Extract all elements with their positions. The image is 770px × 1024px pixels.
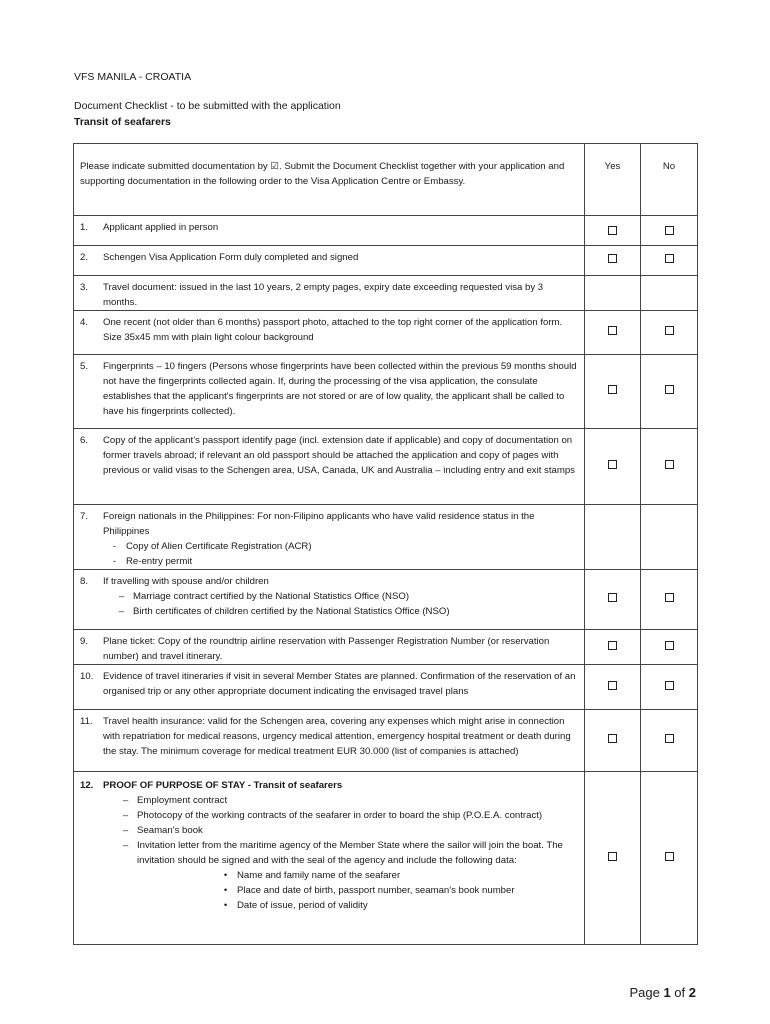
sub-item: Birth certificates of children certified by the National Statistics Office (NSO) (133, 606, 450, 617)
item-text: Travel document: issued in the last 10 years, 2 empty pages, expiry date exceeding requested visa by 3 months. (103, 282, 544, 308)
item-text: Fingerprints – 10 fingers (Persons whose fingerprints have been collected within the previous 59 months should not have the fingerprints collected again. If, during the processing of the visa application, the consulate establishes that the applicant's fingerprints are not stored or are of low quality, the applicant shall be called to have his fingerprints collected). (103, 361, 577, 417)
table-row: 3. Travel document: issued in the last 10 years, 2 empty pages, expiry date exceeding requested visa by 3 months. (74, 276, 698, 311)
table-row: 7. Foreign nationals in the Philippines: For non-Filipino applicants who have valid residence status in the Philippines - Copy of Alien Certificate Registration (ACR) - Re-entry permit (74, 505, 698, 570)
sub-item: Marriage contract certified by the National Statistics Office (NSO) (133, 591, 410, 602)
sub-item: Seaman's book (137, 825, 203, 836)
col-no: No (641, 144, 698, 216)
yes-checkbox[interactable] (608, 254, 617, 263)
sub-item: Re-entry permit (126, 556, 193, 567)
page-number: Page 1 of 2 (629, 985, 696, 1000)
yes-checkbox[interactable] (608, 460, 617, 469)
table-row: 6. Copy of the applicant’s passport identify page (incl. extension date if applicable) and copy of documentation on former travels abroad; if relevant an old passport should be attached the application and copy of pages with previous or valid visas to the Schengen area, USA, Canada, UK and Australia – including entry and exit stamps (74, 429, 698, 505)
item-text: Applicant applied in person (103, 222, 219, 233)
table-row: 11. Travel health insurance: valid for the Schengen area, covering any expenses which might arise in connection with repatriation for medical reasons, urgency medical attention, emergency hospital treatment or death during the stay. The minimum coverage for medical treatment EUR 30.000 (list of companies is attached) (74, 710, 698, 772)
checklist-table (73, 143, 698, 945)
yes-checkbox[interactable] (608, 852, 617, 861)
no-checkbox[interactable] (665, 593, 674, 602)
sub-item: Photocopy of the working contracts of the seafarer in order to board the ship (P.O.E.A. contract) (137, 810, 543, 821)
yes-checkbox[interactable] (608, 326, 617, 335)
intro-text: Please indicate submitted documentation by ☑. Submit the Document Checklist together with your application and supporting documentation in the following order to the Visa Application Centre or Embassy. (80, 161, 565, 187)
no-checkbox[interactable] (665, 734, 674, 743)
sub-item: Employment contract (137, 795, 228, 806)
no-checkbox[interactable] (665, 226, 674, 235)
item-text: If travelling with spouse and/or children (103, 576, 269, 587)
item-text: Travel health insurance: valid for the Schengen area, covering any expenses which might arise in connection with repatriation for medical reasons, urgency medical attention, emergency hospital treatment or death during the stay. The minimum coverage for medical treatment EUR 30.000 (list of companies is attached) (103, 716, 571, 757)
yes-checkbox[interactable] (608, 681, 617, 690)
no-checkbox[interactable] (665, 641, 674, 650)
table-row: 12. PROOF OF PURPOSE OF STAY - Transit of seafarers – Employment contract – Photocopy of the working contracts of the seafarer in order to board the ship (P.O.E.A. contract) – Seaman's book – Invitation letter from the maritime agency of the Member State where the sailor will join the boat. The invitation should be signed and with the seal of the agency and include the following data: • Name and family name of the seafarer • Place and date of birth, passport number, seaman's book number • Date of issue, period of validity (74, 772, 698, 945)
no-checkbox[interactable] (665, 460, 674, 469)
table-row: 4. One recent (not older than 6 months) passport photo, attached to the top right corner of the application form. Size 35x45 mm with plain light colour background (74, 311, 698, 355)
no-checkbox[interactable] (665, 326, 674, 335)
col-yes: Yes (585, 144, 641, 216)
no-checkbox[interactable] (665, 385, 674, 394)
item-text: One recent (not older than 6 months) passport photo, attached to the top right corner of the application form. Size 35x45 mm with plain light colour background (103, 317, 563, 343)
intro-cell (74, 144, 585, 216)
yes-checkbox[interactable] (608, 385, 617, 394)
item-text: Evidence of travel itineraries if visit in several Member States are planned. Confirmation of the reservation of an organised trip or any other appropriate document indicating the envisaged travel plans (103, 671, 576, 697)
header-agency: VFS MANILA - CROATIA (74, 71, 192, 83)
no-checkbox[interactable] (665, 254, 674, 263)
table-row: 10. Evidence of travel itineraries if visit in several Member States are planned. Confirmation of the reservation of an organised trip or any other appropriate document indicating the envisaged travel plans (74, 665, 698, 710)
no-checkbox[interactable] (665, 681, 674, 690)
bullet-item: Place and date of birth, passport number, seaman's book number (237, 885, 515, 896)
table-row: 1. Applicant applied in person (74, 216, 698, 246)
header-title: Transit of seafarers (74, 116, 171, 128)
item-text: Foreign nationals in the Philippines: For non-Filipino applicants who have valid residence status in the Philippines (103, 511, 535, 537)
yes-checkbox[interactable] (608, 734, 617, 743)
table-row: 5. Fingerprints – 10 fingers (Persons whose fingerprints have been collected within the previous 59 months should not have the fingerprints collected again. If, during the processing of the visa application, the consulate establishes that the applicant's fingerprints are not stored or are of low quality, the applicant shall be called to have his fingerprints collected). (74, 355, 698, 429)
table-row: 8. If travelling with spouse and/or children – Marriage contract certified by the National Statistics Office (NSO) – Birth certificates of children certified by the National Statistics Office (NSO) (74, 570, 698, 630)
table-row: 9. Plane ticket: Copy of the roundtrip airline reservation with Passenger Registration Number (or reservation number) and travel itinerary. (74, 630, 698, 665)
bullet-item: Date of issue, period of validity (237, 900, 368, 911)
item-text: Plane ticket: Copy of the roundtrip airline reservation with Passenger Registration Number (or reservation number) and travel itinerary. (103, 636, 550, 662)
bullet-item: Name and family name of the seafarer (237, 870, 401, 881)
yes-checkbox[interactable] (608, 226, 617, 235)
sub-item: Invitation letter from the maritime agency of the Member State where the sailor will join the boat. The invitation should be signed and with the seal of the agency and include the following data: (137, 840, 563, 866)
item-text: Copy of the applicant’s passport identify page (incl. extension date if applicable) and copy of documentation on former travels abroad; if relevant an old passport should be attached the application and copy of pages with previous or valid visas to the Schengen area, USA, Canada, UK and Australia – including entry and exit stamps (103, 435, 575, 476)
table-row: 2. Schengen Visa Application Form duly completed and signed (74, 246, 698, 276)
yes-checkbox[interactable] (608, 593, 617, 602)
no-checkbox[interactable] (665, 852, 674, 861)
yes-checkbox[interactable] (608, 641, 617, 650)
table-header-row (74, 144, 698, 216)
item-text: PROOF OF PURPOSE OF STAY - Transit of seafarers (103, 780, 343, 791)
item-text: Schengen Visa Application Form duly completed and signed (103, 252, 359, 263)
sub-item: Copy of Alien Certificate Registration (ACR) (126, 541, 312, 552)
header-subtitle: Document Checklist - to be submitted with the application (74, 100, 341, 112)
